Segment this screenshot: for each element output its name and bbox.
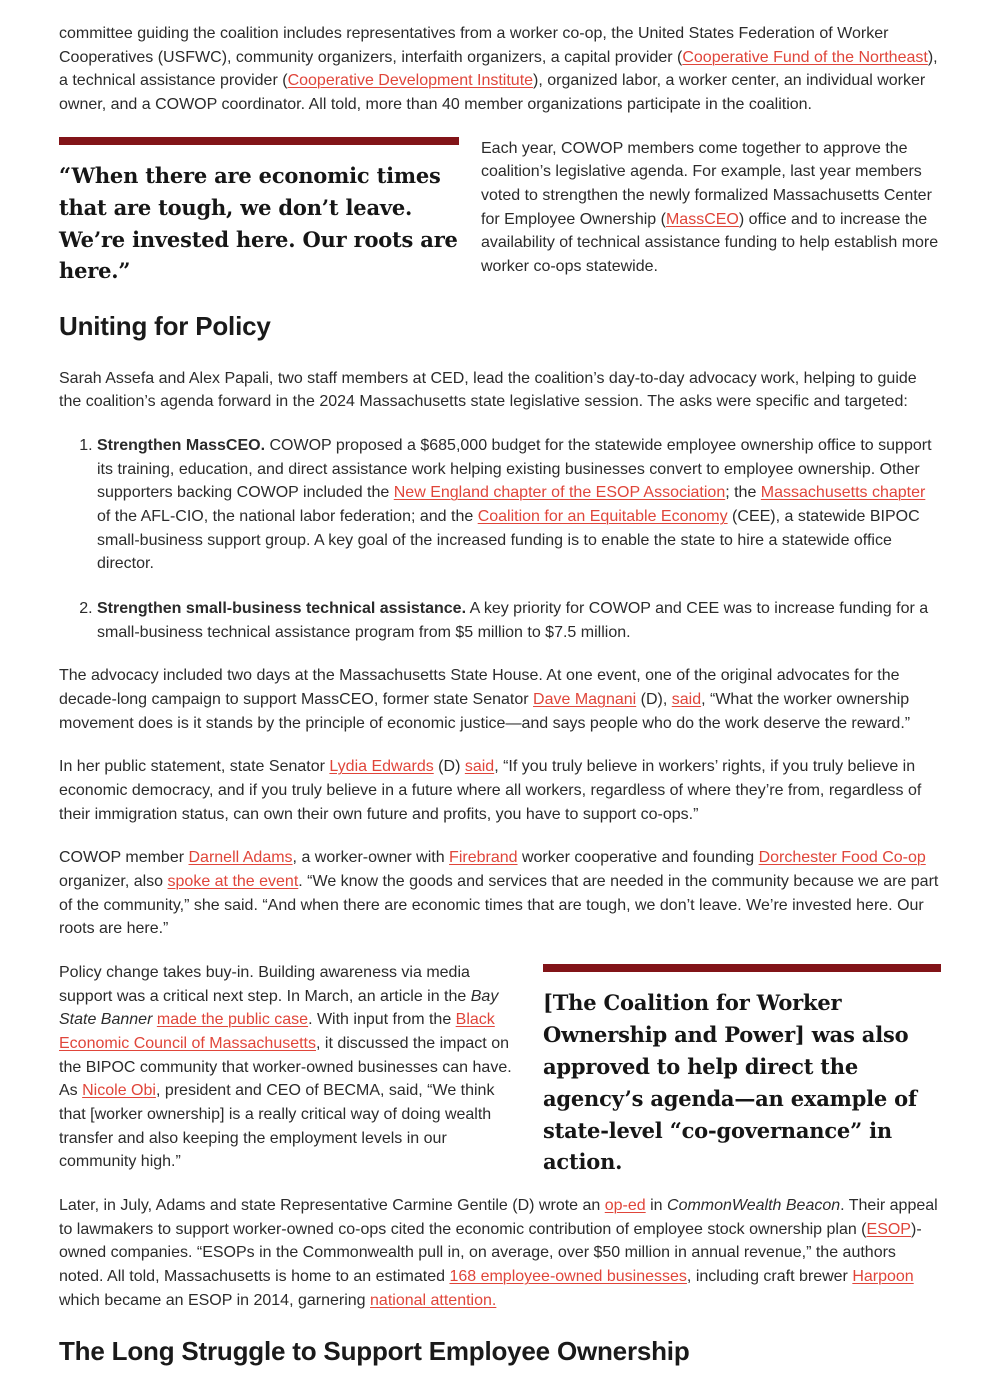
text-run: of the AFL-CIO, the national labor federation; and the [97,507,478,525]
text-run: . “We know the goods and services that are needed in the community because we are part of the community,” she said. “And when there are economic times that are tough, we don’t leave. We’re invested here. Our roots are here.” [59,872,939,938]
italic-publication-name: CommonWealth Beacon [667,1196,841,1214]
text-run: ), a technical assistance provider ( [59,48,938,90]
text-run: , including craft brewer [686,1268,853,1285]
media-section [59,961,941,1312]
text-run: . Their appeal to lawmakers to support worker-owned co-ops cited the economic contribution of employee stock ownership plan ( [59,1196,938,1238]
inline-link[interactable]: Dorchester Food Co-op [758,849,926,867]
bold-lead-in: Strengthen small-business technical assistance. [97,599,467,617]
text-run: , a worker-owner with [292,849,450,867]
bold-lead-in: Strengthen MassCEO. [97,436,266,454]
pull-quote-co-governance [543,964,941,1178]
inline-link[interactable]: said [671,690,702,708]
text-run: Later, in July, Adams and state Representative Carmine Gentile (D) wrote an [59,1196,605,1214]
text-run: ), organized labor, a worker center, an individual worker owner, and a COWOP coordinator. All told, more than 40 member organizations participate in the coalition. [59,72,926,114]
policy-asks-list [59,434,941,644]
inline-link[interactable]: national attention. [370,1291,497,1309]
text-run: committee guiding the coalition includes representatives from a worker co-op, the United States Federation of Worker Cooperatives (USFWC), community organizers, interfaith organizers, a capital provider ( [59,25,889,66]
pull-quote-text: [The Coalition for Worker Ownership and Power] was also approved to help direct the agency’s agenda—an example of state-level “co-governance” in action. [543,989,917,1175]
inline-link[interactable]: said [464,758,495,776]
pull-quote-text: “When there are economic times that are tough, we don’t leave. We’re invested here. Our roots are here.” [59,162,458,284]
text-run: )-owned companies. “ESOPs in the Commonwealth pull in, on average, over $50 million in annual revenue,” the authors noted. All told, Massachusetts is home to an estimated [59,1220,922,1285]
inline-link[interactable]: ESOP [866,1220,911,1238]
list-item [97,597,941,644]
text-run: worker cooperative and founding [517,849,759,867]
text-run: , it discussed the impact on the BIPOC community that worker-owned businesses can have. As [59,1034,512,1100]
text-run: (CEE), a statewide BIPOC small-business support group. A key goal of the increased funding is to enable the state to hire a statewide office director. [97,507,920,573]
text-run: (D), [636,690,672,708]
text-run: which became an ESOP in 2014, garnering [59,1291,371,1309]
italic-publication-name: Bay State Banner [59,987,499,1029]
inline-link[interactable]: Harpoon [852,1268,914,1285]
inline-link[interactable]: op-ed [604,1196,646,1214]
list-item [97,434,941,576]
pullquote-accent-bar [543,964,941,972]
inline-link[interactable]: Cooperative Fund of the Northeast [682,48,928,66]
text-run: in [645,1196,668,1214]
text-run: Each year, COWOP members come together to approve the coalition’s legislative agenda. For example, last year members voted to strengthen the newly formalized Massachusetts Center for Employee Ownership ( [481,139,932,228]
pullquote-accent-bar [59,137,459,145]
text-run: , “If you truly believe in workers’ rights, if you truly believe in economic democracy, and if you truly believe in a future where all workers, regardless of where they’re from, regardless of their immigration status, can own their own future and profits, you have to support co-ops.” [59,758,922,823]
section-heading-long-struggle: The Long Struggle to Support Employee Ownership [59,1336,690,1367]
inline-link[interactable]: Lydia Edwards [329,758,434,776]
inline-link[interactable]: MassCEO [665,210,739,228]
inline-link[interactable]: made the public case [156,1011,309,1029]
inline-link[interactable]: Dave Magnani [533,690,637,708]
inline-link[interactable]: spoke at the event [167,872,299,890]
text-run: COWOP member [59,849,189,867]
text-run: Policy change takes buy-in. Building awareness via media support was a critical next step. In March, an article in the [59,963,471,1005]
text-run: . With input from the [308,1011,456,1029]
text-run: , president and CEO of BECMA, said, “We think that [worker ownership] is a really critical way of doing wealth transfer and also keeping the employment levels in our community high.” [59,1082,495,1171]
text-run: organizer, also [59,872,168,890]
text-run: A key priority for COWOP and CEE was to increase funding for a small-business technical assistance program from $5 million to $7.5 million. [97,599,929,641]
inline-link[interactable]: Cooperative Development Institute [287,72,534,90]
inline-link[interactable]: Firebrand [449,849,518,867]
text-run: COWOP proposed a $685,000 budget for the statewide employee ownership office to support its training, education, and direct assistance work helping existing businesses convert to employee ownership. Other supporters backing COWOP included the [97,436,932,502]
text-run: Sarah Assefa and Alex Papali, two staff members at CED, lead the coalition’s day-to-day advocacy work, helping to guide the coalition’s agenda forward in the 2024 Massachusetts state legislative session. The asks were specific and targeted: [59,369,917,411]
text-run: ) office and to increase the availability of technical assistance funding to help establish more worker co-ops statewide. [481,210,939,276]
inline-link[interactable]: Nicole Obi [82,1082,156,1100]
text-run: ; the [725,484,761,502]
paragraph-advocacy [59,664,941,735]
inline-link[interactable]: Massachusetts chapter [760,484,926,502]
text-run: (D) [433,758,465,776]
inline-link[interactable]: Darnell Adams [188,849,293,867]
paragraph-later [59,1194,941,1312]
paragraph-agenda [481,137,941,279]
paragraph-edwards [59,755,941,826]
text-run: In her public statement, state Senator [59,758,330,776]
quote-and-text-row [59,137,941,288]
paragraph-intro [59,22,941,117]
inline-link[interactable]: New England chapter of the ESOP Association [393,484,726,502]
section-heading-uniting-for-policy: Uniting for Policy [59,311,271,342]
inline-link[interactable]: Coalition for an Equitable Economy [477,507,728,525]
paragraph-adams [59,846,941,941]
text-run: The advocacy included two days at the Massachusetts State House. At one event, one of the original advocates for the decade-long campaign to support MassCEO, former state Senator [59,667,900,708]
inline-link[interactable]: Black Economic Council of Massachusetts [59,1011,495,1052]
text-run: , “What the worker ownership movement does is it stands by the principle of economic justice—and says people who do the work deserve the reward.” [59,690,911,732]
pull-quote-economic-times [59,137,459,288]
agenda-paragraph-column [481,137,941,279]
paragraph-lead [59,367,941,414]
inline-link[interactable]: 168 employee-owned businesses [449,1268,687,1285]
